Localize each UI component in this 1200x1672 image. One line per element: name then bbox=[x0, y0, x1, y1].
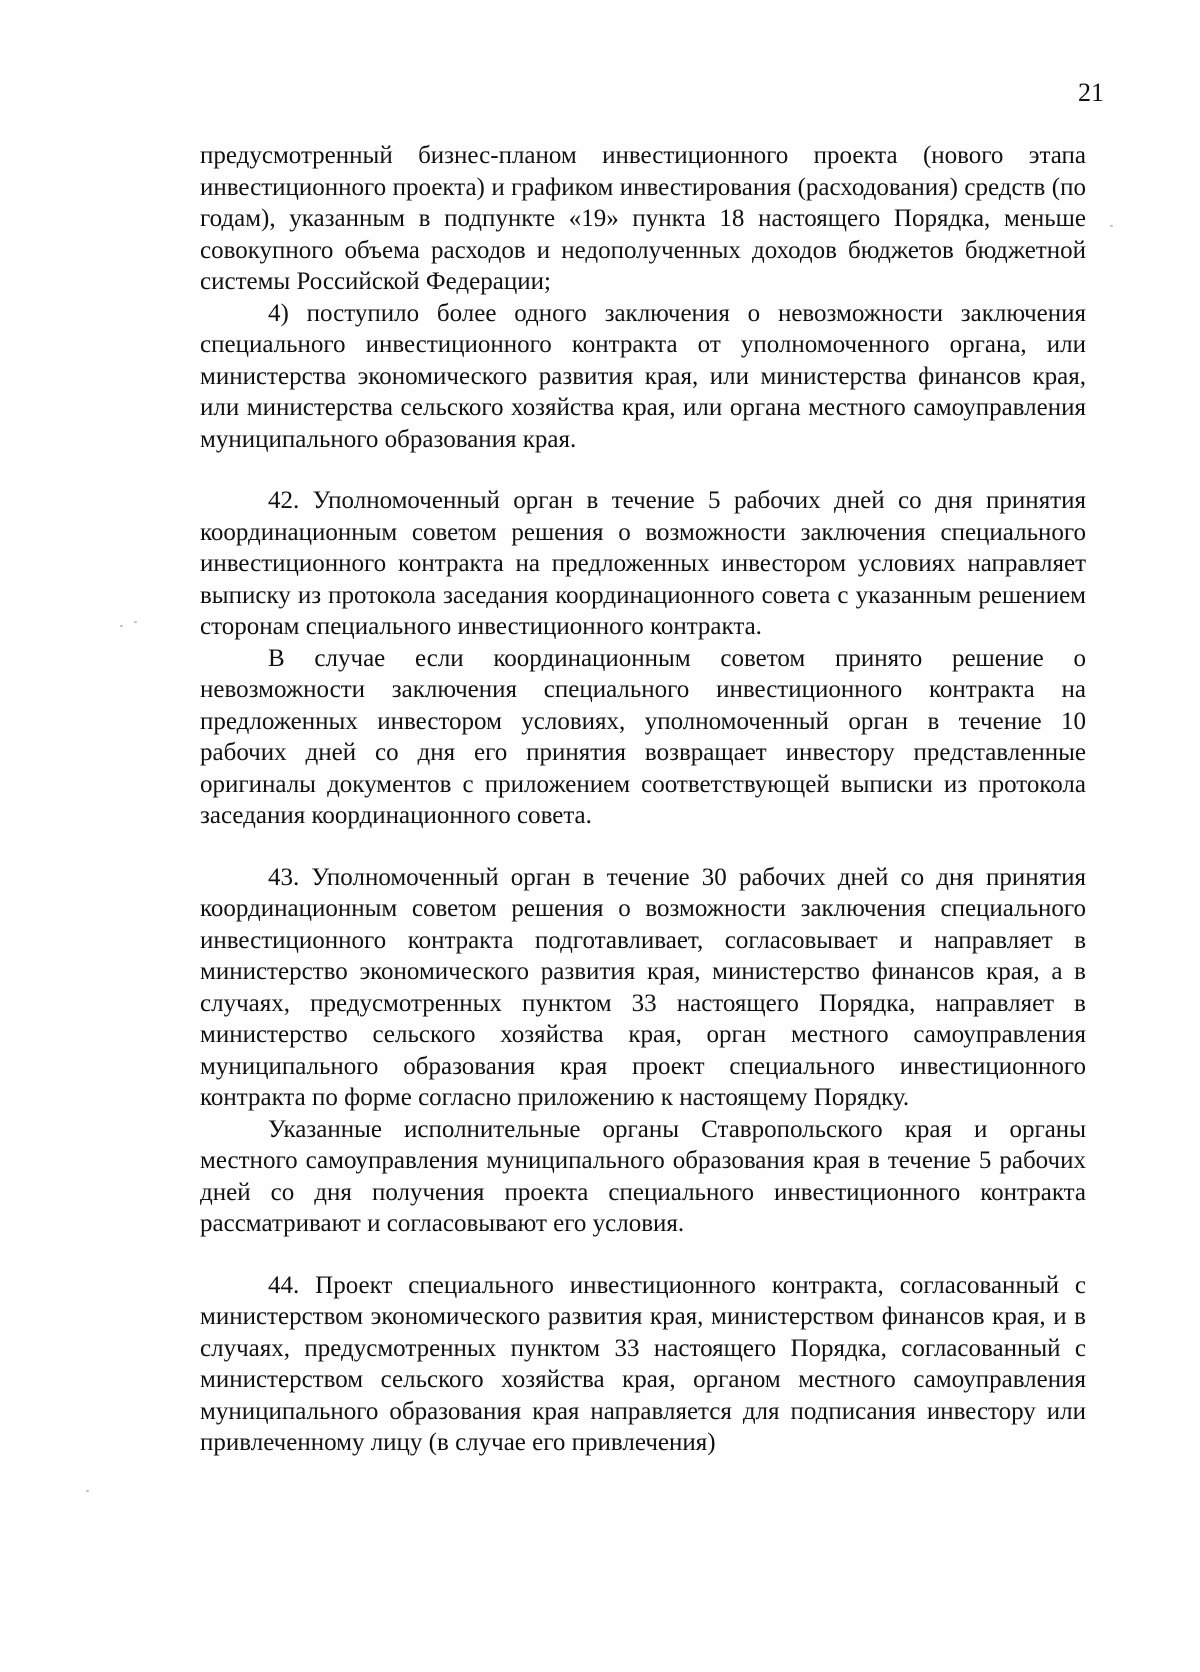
paragraph-item-4: 4) поступило более одного заключения о невозможности заключения специального инвестиционного контракта от уполномоченного органа, или министерства экономического развития края, или министерства финансов края, или министерства сельского хозяйства края, или органа местного самоуправления муниципального образования края. bbox=[200, 299, 1086, 453]
paragraph-section-42: 42. Уполномоченный орган в течение 5 рабочих дней со дня принятия координационным советом решения о возможности заключения специального инвестиционного контракта на предложенных инвестором условиях направляет выписку из протокола заседания координационного совета с указанным решением сторонам специального инвестиционного контракта. bbox=[200, 487, 1086, 640]
scan-speck bbox=[86, 1490, 89, 1492]
paragraph-continuation: предусмотренный бизнес-планом инвестиционного проекта (нового этапа инвестиционного проекта) и графиком инвестирования (расходования) средств (по годам), указанным в подпункте «19» пункта 18 настоящего Порядка, меньше совокупного объема расходов и недополученных доходов бюджетов бюджетной системы Российской Федерации; bbox=[200, 142, 1086, 295]
paragraph-section-44: 44. Проект специального инвестиционного контракта, согласованный с министерством экономического развития края, министерством финансов края, и в случаях, предусмотренных пунктом 33 настоящего Порядка, согласованный с министерством сельского хозяйства края, органом местного самоуправления муниципального образования края направляется для подписания инвестору или привлеченному лицу (в случае его привлечения) bbox=[200, 1271, 1086, 1456]
section-spacer bbox=[200, 832, 1086, 862]
scan-speck bbox=[120, 625, 123, 627]
scan-speck bbox=[1110, 225, 1113, 227]
page-number: 21 bbox=[1078, 78, 1104, 107]
paragraph-section-42-refusal: В случае если координационным советом принято решение о невозможности заключения специального инвестиционного контракта на предложенных инвестором условиях, уполномоченный орган в течение 10 рабочих дней со дня его принятия возвращает инвестору представленные оригиналы документов с приложением соответствующей выписки из протокола заседания координационного совета. bbox=[200, 644, 1086, 829]
section-spacer bbox=[200, 1240, 1086, 1270]
document-body bbox=[200, 140, 1086, 1459]
paragraph-section-43-approval: Указанные исполнительные органы Ставропольского края и органы местного самоуправления муниципального образования края в течение 5 рабочих дней со дня получения проекта специального инвестиционного контракта рассматривают и согласовывают его условия. bbox=[200, 1115, 1086, 1237]
paragraph-section-43: 43. Уполномоченный орган в течение 30 рабочих дней со дня принятия координационным советом решения о возможности заключения специального инвестиционного контракта подготавливает, согласовывает и направляет в министерство экономического развития края, министерство финансов края, а в случаях, предусмотренных пунктом 33 настоящего Порядка, направляет в министерство сельского хозяйства края, орган местного самоуправления муниципального образования края проект специального инвестиционного контракта по форме согласно приложению к настоящему Порядку. bbox=[200, 863, 1086, 1111]
section-spacer bbox=[200, 455, 1086, 485]
scan-speck bbox=[134, 621, 137, 623]
